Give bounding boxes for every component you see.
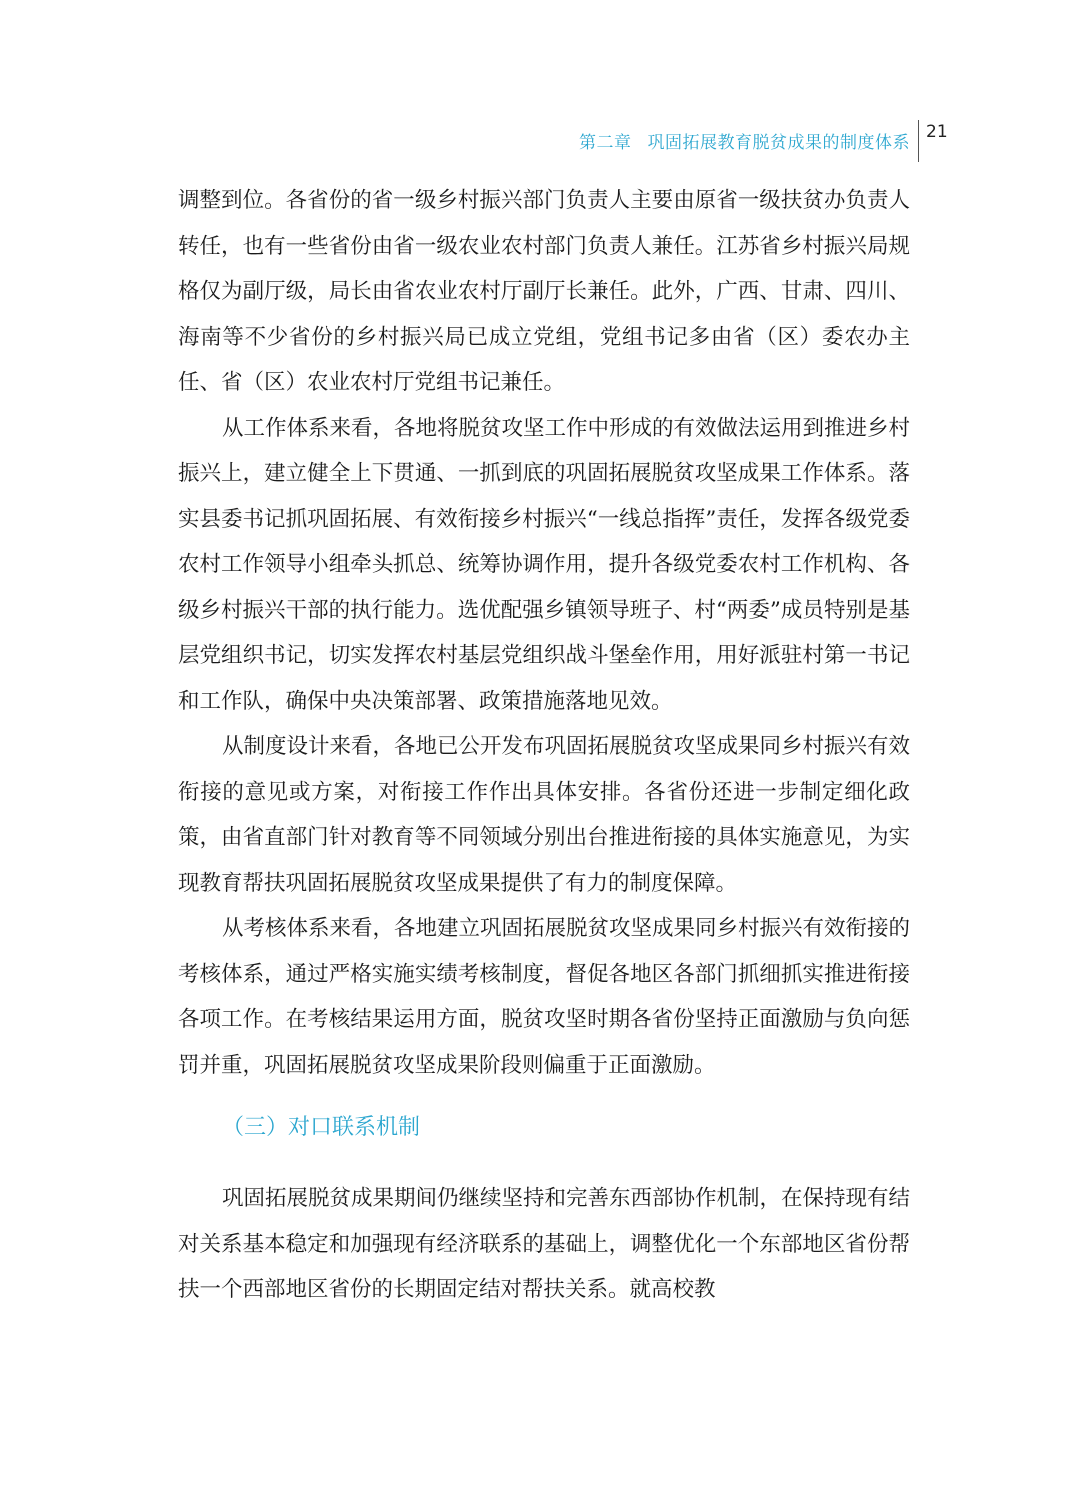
header-divider [918, 120, 919, 162]
body-text [178, 178, 910, 1313]
chapter-title: 巩固拓展教育脱贫成果的制度体系 [647, 133, 910, 153]
paragraph: 从工作体系来看，各地将脱贫攻坚工作中形成的有效做法运用到推进乡村振兴上，建立健全上下贯通、一抓到底的巩固拓展脱贫攻坚成果工作体系。落实县委书记抓巩固拓展、有效衔接乡村振兴“一线总指挥”责任，发挥各级党委农村工作领导小组牵头抓总、统筹协调作用，提升各级党委农村工作机构、各级乡村振兴干部的执行能力。选优配强乡镇领导班子、村“两委”成员特别是基层党组织书记，切实发挥农村基层党组织战斗堡垒作用，用好派驻村第一书记和工作队，确保中央决策部署、政策措施落地见效。 [178, 415, 911, 714]
paragraph: 调整到位。各省份的省一级乡村振兴部门负责人主要由原省一级扶贫办负责人转任，也有一些省份由省一级农业农村部门负责人兼任。江苏省乡村振兴局规格仅为副厅级，局长由省农业农村厅副厅长兼任。此外，广西、甘肃、四川、海南等不少省份的乡村振兴局已成立党组，党组书记多由省（区）委农办主任、省（区）农业农村厅党组书记兼任。 [178, 188, 910, 395]
section-heading: （三）对口联系机制 [222, 1115, 421, 1140]
paragraph: 巩固拓展脱贫成果期间仍继续坚持和完善东西部协作机制，在保持现有结对关系基本稳定和加强现有经济联系的基础上，调整优化一个东部地区省份帮扶一个西部地区省份的长期固定结对帮扶关系。就高校教 [178, 1186, 911, 1302]
paragraph: 从制度设计来看，各地已公开发布巩固拓展脱贫攻坚成果同乡村振兴有效衔接的意见或方案，对衔接工作作出具体安排。各省份还进一步制定细化政策，由省直部门针对教育等不同领域分别出台推进衔接的具体实施意见，为实现教育帮扶巩固拓展脱贫攻坚成果提供了有力的制度保障。 [178, 734, 911, 896]
chapter-label: 第二章 [579, 133, 632, 153]
page-number: 21 [926, 122, 948, 142]
running-header [579, 128, 910, 153]
paragraph: 从考核体系来看，各地建立巩固拓展脱贫攻坚成果同乡村振兴有效衔接的考核体系，通过严格实施实绩考核制度，督促各地区各部门抓细抓实推进衔接各项工作。在考核结果运用方面，脱贫攻坚时期各省份坚持正面激励与负向惩罚并重，巩固拓展脱贫攻坚成果阶段则偏重于正面激励。 [178, 916, 911, 1078]
